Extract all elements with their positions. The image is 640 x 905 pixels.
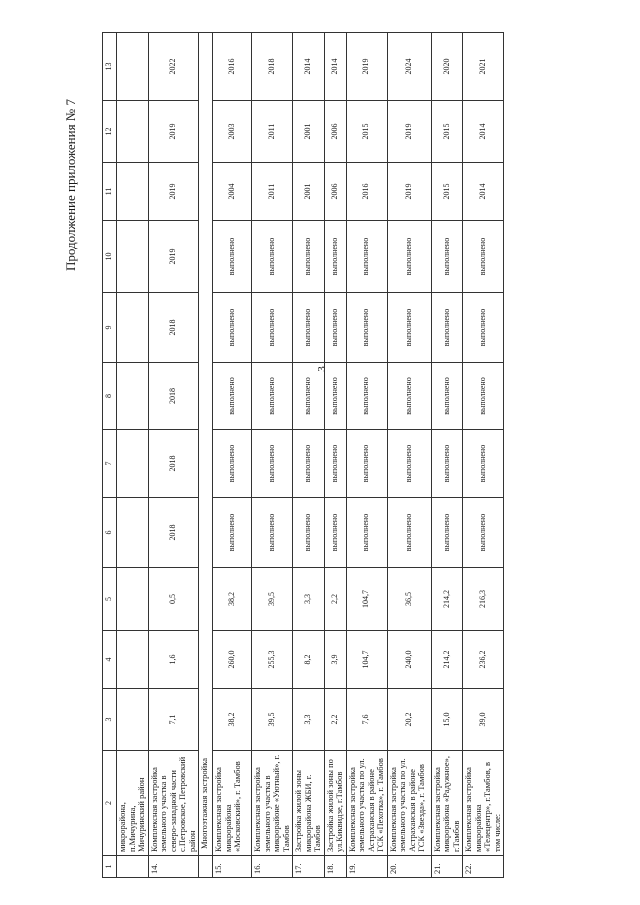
object-name-cell: микрорайона, п.Мичурина, Мичуринский район <box>117 751 149 856</box>
value-cell: 2014 <box>463 101 504 163</box>
object-name-cell: Комплексная застройка земельного участка в северо-западной части с.Петровское, Петровский район <box>148 751 199 856</box>
value-cell: 2016 <box>213 33 252 101</box>
value-cell: 2019 <box>148 221 199 293</box>
page-number: 3 <box>316 366 328 372</box>
row-number-cell: 22. <box>463 856 504 878</box>
value-cell: выполнено <box>346 430 387 498</box>
value-cell: 3,3 <box>293 689 325 751</box>
value-cell: 2022 <box>148 33 199 101</box>
column-header: 11 <box>103 163 117 221</box>
value-cell <box>117 430 149 498</box>
value-cell: выполнено <box>324 221 346 293</box>
table-row <box>346 33 387 878</box>
value-cell: выполнено <box>213 430 252 498</box>
value-cell: 236,2 <box>463 631 504 689</box>
value-cell: выполнено <box>346 363 387 430</box>
value-cell: 2014 <box>463 163 504 221</box>
value-cell: выполнено <box>293 293 325 363</box>
value-cell: 2,2 <box>324 689 346 751</box>
value-cell: 2001 <box>293 101 325 163</box>
value-cell: выполнено <box>293 498 325 568</box>
object-name-cell: Комплексная застройка микрорайона «Радужное», г.Тамбов <box>431 751 463 856</box>
value-cell: 38,2 <box>213 568 252 631</box>
column-header: 9 <box>103 293 117 363</box>
row-number-cell: 17. <box>293 856 325 878</box>
value-cell: 2011 <box>252 101 293 163</box>
value-cell: 2006 <box>324 101 346 163</box>
value-cell: выполнено <box>463 363 504 430</box>
value-cell: выполнено <box>387 363 431 430</box>
value-cell: выполнено <box>387 430 431 498</box>
value-cell: выполнено <box>346 498 387 568</box>
value-cell: выполнено <box>463 430 504 498</box>
value-cell <box>117 631 149 689</box>
value-cell: 39,0 <box>463 689 504 751</box>
table-body <box>117 33 504 878</box>
appendix-title <box>62 60 80 310</box>
value-cell: 3,3 <box>293 568 325 631</box>
value-cell: выполнено <box>324 498 346 568</box>
value-cell: выполнено <box>324 430 346 498</box>
table-row <box>293 33 325 878</box>
rotated-table-container <box>102 33 542 878</box>
value-cell <box>117 101 149 163</box>
value-cell: 2014 <box>293 33 325 101</box>
column-header: 3 <box>103 689 117 751</box>
value-cell: 2018 <box>148 430 199 498</box>
column-header: 7 <box>103 430 117 498</box>
column-header: 1 <box>103 856 117 878</box>
row-number-cell: 18. <box>324 856 346 878</box>
value-cell: 2018 <box>148 498 199 568</box>
row-number-cell: 20. <box>387 856 431 878</box>
value-cell: выполнено <box>324 363 346 430</box>
value-cell: 2019 <box>148 101 199 163</box>
table-row <box>213 33 252 878</box>
value-cell: 2019 <box>148 163 199 221</box>
column-header: 12 <box>103 101 117 163</box>
value-cell: выполнено <box>213 363 252 430</box>
value-cell: выполнено <box>387 293 431 363</box>
value-cell: 39,5 <box>252 568 293 631</box>
value-cell <box>117 33 149 101</box>
value-cell: 2006 <box>324 163 346 221</box>
column-header: 8 <box>103 363 117 430</box>
value-cell: выполнено <box>252 498 293 568</box>
value-cell: 104,7 <box>346 568 387 631</box>
value-cell <box>117 163 149 221</box>
value-cell: 214,2 <box>431 568 463 631</box>
value-cell: 2019 <box>387 101 431 163</box>
table-row <box>324 33 346 878</box>
value-cell: выполнено <box>213 221 252 293</box>
value-cell: выполнено <box>346 221 387 293</box>
value-cell: выполнено <box>431 221 463 293</box>
value-cell: выполнено <box>213 293 252 363</box>
value-cell: 260,0 <box>213 631 252 689</box>
column-header: 2 <box>103 751 117 856</box>
value-cell: выполнено <box>387 498 431 568</box>
column-header: 4 <box>103 631 117 689</box>
value-cell: 2021 <box>463 33 504 101</box>
row-number-cell: 14. <box>148 856 199 878</box>
object-name-cell: Комплексная застройка микрорайона «Телецентр», г.Тамбов, в том числе: <box>463 751 504 856</box>
value-cell: выполнено <box>431 430 463 498</box>
value-cell: 38,2 <box>213 689 252 751</box>
value-cell: выполнено <box>346 293 387 363</box>
object-name-cell: Комплексная застройка земельного участка по ул. Астраханская в районе ГСК «Звезда», г. Тамбов <box>387 751 431 856</box>
row-number-cell: 15. <box>213 856 252 878</box>
value-cell: выполнено <box>252 430 293 498</box>
column-header: 13 <box>103 33 117 101</box>
value-cell: 15,0 <box>431 689 463 751</box>
table-row <box>148 33 199 878</box>
value-cell: 0,5 <box>148 568 199 631</box>
value-cell: 2024 <box>387 33 431 101</box>
section-row <box>199 33 213 878</box>
value-cell: 255,3 <box>252 631 293 689</box>
value-cell: 2019 <box>346 33 387 101</box>
value-cell: 2003 <box>213 101 252 163</box>
object-name-cell: Комплексная застройка земельного участка по ул. Астраханская в районе ГСК «Пехотка», г. Тамбов <box>346 751 387 856</box>
value-cell: выполнено <box>252 293 293 363</box>
value-cell: 39,5 <box>252 689 293 751</box>
value-cell: выполнено <box>293 363 325 430</box>
value-cell: 7,6 <box>346 689 387 751</box>
value-cell: 2011 <box>252 163 293 221</box>
value-cell <box>117 363 149 430</box>
row-number-cell <box>117 856 149 878</box>
value-cell: выполнено <box>213 498 252 568</box>
column-header: 6 <box>103 498 117 568</box>
value-cell: 20,2 <box>387 689 431 751</box>
column-header: 10 <box>103 221 117 293</box>
value-cell: выполнено <box>293 221 325 293</box>
value-cell: выполнено <box>324 293 346 363</box>
section-title-cell: Многоэтажная застройка <box>199 33 213 856</box>
value-cell: выполнено <box>431 293 463 363</box>
value-cell: выполнено <box>252 221 293 293</box>
value-cell: выполнено <box>431 498 463 568</box>
value-cell: выполнено <box>431 363 463 430</box>
value-cell: 2015 <box>346 101 387 163</box>
value-cell: 240,0 <box>387 631 431 689</box>
value-cell: 2016 <box>346 163 387 221</box>
column-header: 5 <box>103 568 117 631</box>
row-number-cell: 21. <box>431 856 463 878</box>
object-name-cell: Комплексная застройка микрорайона «Московский», г. Тамбов <box>213 751 252 856</box>
value-cell: 104,7 <box>346 631 387 689</box>
value-cell: 7,1 <box>148 689 199 751</box>
value-cell: 2014 <box>324 33 346 101</box>
value-cell: 2018 <box>148 363 199 430</box>
value-cell <box>117 221 149 293</box>
value-cell <box>117 293 149 363</box>
value-cell: 2004 <box>213 163 252 221</box>
header-row <box>103 33 117 878</box>
value-cell: 3,9 <box>324 631 346 689</box>
row-number-cell: 16. <box>252 856 293 878</box>
table-row <box>252 33 293 878</box>
value-cell: выполнено <box>387 221 431 293</box>
value-cell: 2018 <box>148 293 199 363</box>
value-cell: выполнено <box>293 430 325 498</box>
row-number-cell <box>199 856 213 878</box>
object-name-cell: Застройка жилой зоны микрорайона ЖБИ, г. Тамбов <box>293 751 325 856</box>
value-cell: 8,2 <box>293 631 325 689</box>
value-cell: 2015 <box>431 163 463 221</box>
value-cell: 2001 <box>293 163 325 221</box>
value-cell: 2020 <box>431 33 463 101</box>
object-name-cell: Комплексная застройка земельного участка в микрорайоне «Уютный», г. Тамбов <box>252 751 293 856</box>
value-cell: 2015 <box>431 101 463 163</box>
value-cell: 216,3 <box>463 568 504 631</box>
table-row <box>431 33 463 878</box>
value-cell <box>117 689 149 751</box>
appendix-title-text: Продолжение приложения № 7 <box>63 99 78 271</box>
value-cell: 2019 <box>387 163 431 221</box>
row-number-cell: 19. <box>346 856 387 878</box>
value-cell: 214,2 <box>431 631 463 689</box>
value-cell: выполнено <box>463 498 504 568</box>
value-cell: 2018 <box>252 33 293 101</box>
value-cell: выполнено <box>463 293 504 363</box>
value-cell: выполнено <box>252 363 293 430</box>
value-cell <box>117 498 149 568</box>
table-row <box>463 33 504 878</box>
value-cell: 36,5 <box>387 568 431 631</box>
table-row <box>117 33 149 878</box>
value-cell <box>117 568 149 631</box>
object-name-cell: Застройка жилой зоны по ул.Киквидзе, г.Тамбов <box>324 751 346 856</box>
value-cell: 2,2 <box>324 568 346 631</box>
value-cell: 1,6 <box>148 631 199 689</box>
data-table <box>102 32 504 878</box>
value-cell: выполнено <box>463 221 504 293</box>
table-row <box>387 33 431 878</box>
